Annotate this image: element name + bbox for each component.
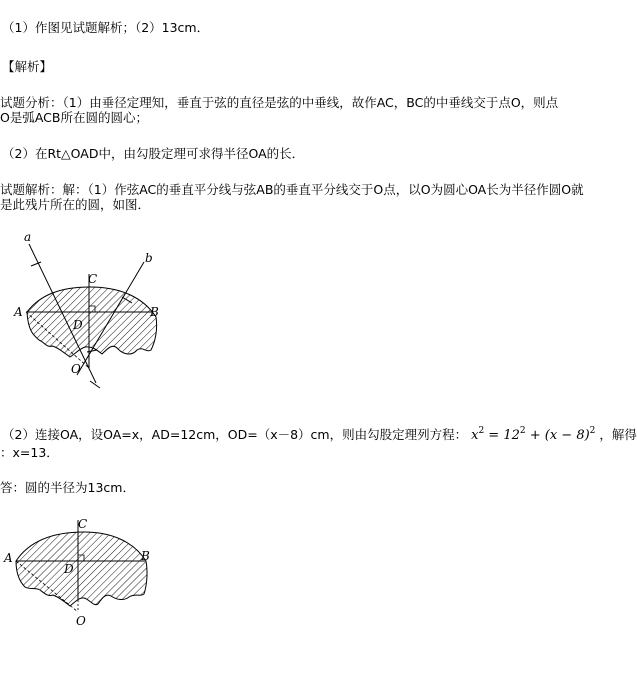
label-A: A [4, 551, 13, 565]
label-D: D [73, 318, 83, 332]
part2-text-before: （2）连接OA，设OA=x，AD=12cm，OD=（x－8）cm，则由勾股定理列方程： [2, 427, 468, 442]
label-O: O [71, 362, 81, 376]
label-D: D [64, 562, 74, 576]
part2-text-after: ，解得 [599, 427, 637, 442]
label-B: B [150, 305, 159, 319]
label-B: B [141, 549, 150, 563]
analysis-line-1: 试题分析：（1）由垂径定理知，垂直于弦的直径是弦的中垂线，故作AC，BC的中垂线交于点O，则点 [0, 95, 559, 110]
section-header: 【解析】 [2, 59, 53, 74]
label-C: C [88, 272, 98, 286]
label-A: A [14, 305, 23, 319]
solution-line-1: 试题解析：解：（1）作弦AC的垂直平分线与弦AB的垂直平分线交于O点，以O为圆心OA长为半径作圆O就 [0, 182, 584, 197]
solution-line-2: 是此残片所在的圆，如图． [0, 197, 151, 212]
analysis-line-3: （2）在Rt△OAD中，由勾股定理可求得半径OA的长． [2, 146, 305, 161]
label-C: C [78, 517, 88, 531]
label-O: O [76, 614, 86, 628]
label-a: a [24, 230, 32, 244]
label-b: b [145, 251, 153, 265]
conclusion: 答：圆的半径为13cm． [0, 480, 135, 495]
analysis-line-2: O是弧ACB所在圆的圆心； [0, 110, 148, 125]
fragment-shape [16, 532, 147, 606]
answer-line: （1）作图见试题解析；（2）13cm． [2, 20, 210, 35]
equation: $x^2 = 12^2 + (x - 8)^2$ [471, 426, 596, 443]
part2-line-2: ：x=13． [0, 445, 59, 460]
